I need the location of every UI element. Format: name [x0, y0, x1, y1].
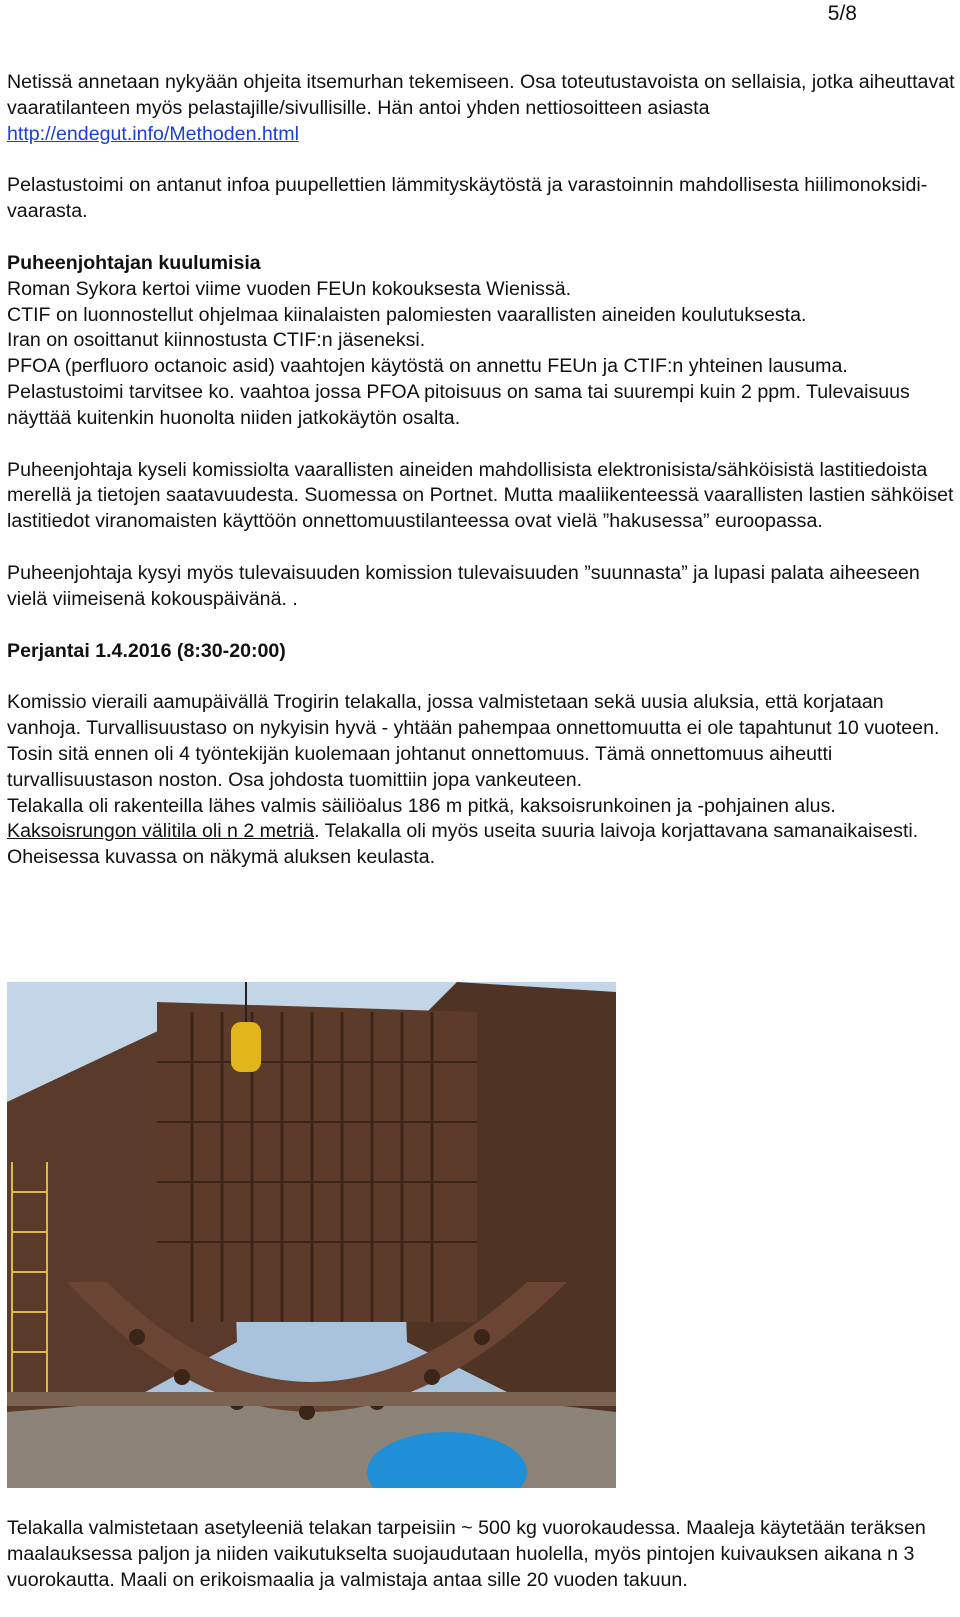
- paragraph-text: Komissio vieraili aamupäivällä Trogirin telakalla, jossa valmistetaan sekä uusia aluksia, että korjataan vanhoja. Turvallisuustaso on nykyisin hyvä - yhtään pahempaa onnettomuutta ei ole tapahtunut 10 vuoteen. Tosin sitä ennen oli 4 työntekijän kuolemaan johtanut onnettomuus. Tämä onnettomuus aiheutti turvallisuustason noston. Osa johdosta tuomittiin jopa vankeuteen.: [7, 691, 940, 791]
- news-line: PFOA (perfluoro octanoic asid) vaahtojen käytöstä on annettu FEUn ja CTIF:n yhteinen lausuma. Pelastustoimi tarvitsee ko. vaahtoa jossa PFOA pitoisuus on sama tai suurempi kuin 2 ppm. Tulevaisuus näyttää kuitenkin huonolta niiden jatkokäytön osalta.: [7, 355, 910, 429]
- methoden-link[interactable]: http://endegut.info/Methoden.html: [7, 122, 299, 145]
- news-line: Iran on osoittanut kiinnostusta CTIF:n jäseneksi.: [7, 329, 426, 352]
- underlined-text: Kaksoisrungon välitila oli n 2 metriä: [7, 820, 315, 843]
- hull-illustration: [7, 982, 616, 1488]
- paragraph-trogir-visit: [7, 690, 955, 871]
- paragraph-text: . Telakalla oli myös useita suuria laivoja korjattavana samanaikaisesti. Oheisessa kuvassa on näkymä aluksen keulasta.: [7, 820, 919, 869]
- section-heading: Puheenjohtajan kuulumisia: [7, 251, 261, 274]
- paragraph-suicide-instructions: [7, 70, 955, 147]
- paragraph-acetylene-paint: Telakalla valmistetaan asetyleeniä telakan tarpeisiin ~ 500 kg vuorokaudessa. Maaleja käytetään teräksen maalauksessa paljon ja niiden vaikutukselta suojaudutaan huolella, myös pintojen kuivauksen aikana n 3 vuorokautta. Maali on erikoismaalia ja valmistaja antaa sille 20 vuoden takuun.: [7, 1517, 926, 1591]
- day-heading: Perjantai 1.4.2016 (8:30-20:00): [7, 639, 286, 662]
- paragraph-cargo-data: Puheenjohtaja kyseli komissiolta vaarallisten aineiden mahdollisista elektronisista/sähköisistä lastitiedoista merellä ja tietojen saatavuudesta. Suomessa on Portnet. Mutta maaliikenteessä vaarallisten lastien sähköiset lastitiedot viranomaisten käyttöön onnettomuustilanteessa ovat vielä ”hakusessa” euroopassa.: [7, 458, 954, 533]
- paragraph-text: Netissä annetaan nykyään ohjeita itsemurhan tekemiseen. Osa toteutustavoista on sellaisia, jotka aiheuttavat vaaratilanteen myös pelastajille/sivullisille. Hän antoi yhden nettiosoitteen asiasta: [7, 71, 955, 119]
- page-number: 5/8: [827, 2, 857, 25]
- news-line: CTIF on luonnostellut ohjelmaa kiinalaisten palomiesten vaarallisten aineiden koulutuksesta.: [7, 303, 807, 326]
- section-chair-news: [7, 251, 955, 432]
- news-line: Roman Sykora kertoi viime vuoden FEUn kokouksesta Wienissä.: [7, 277, 572, 300]
- paragraph-future-direction: Puheenjohtaja kysyi myös tulevaisuuden komission tulevaisuuden ”suunnasta” ja lupasi palata aiheeseen vielä viimeisenä kokouspäivänä. .: [7, 561, 920, 610]
- paragraph-text: Telakalla oli rakenteilla lähes valmis säiliöalus 186 m pitkä, kaksoisrunkoinen ja -pohjainen alus.: [7, 794, 836, 817]
- document-body: [7, 70, 955, 871]
- shipyard-hull-photo: [7, 982, 616, 1488]
- paragraph-wood-pellets: Pelastustoimi on antanut infoa puupellettien lämmityskäytöstä ja varastoinnin mahdollisesta hiilimonoksidi-vaarasta.: [7, 174, 928, 223]
